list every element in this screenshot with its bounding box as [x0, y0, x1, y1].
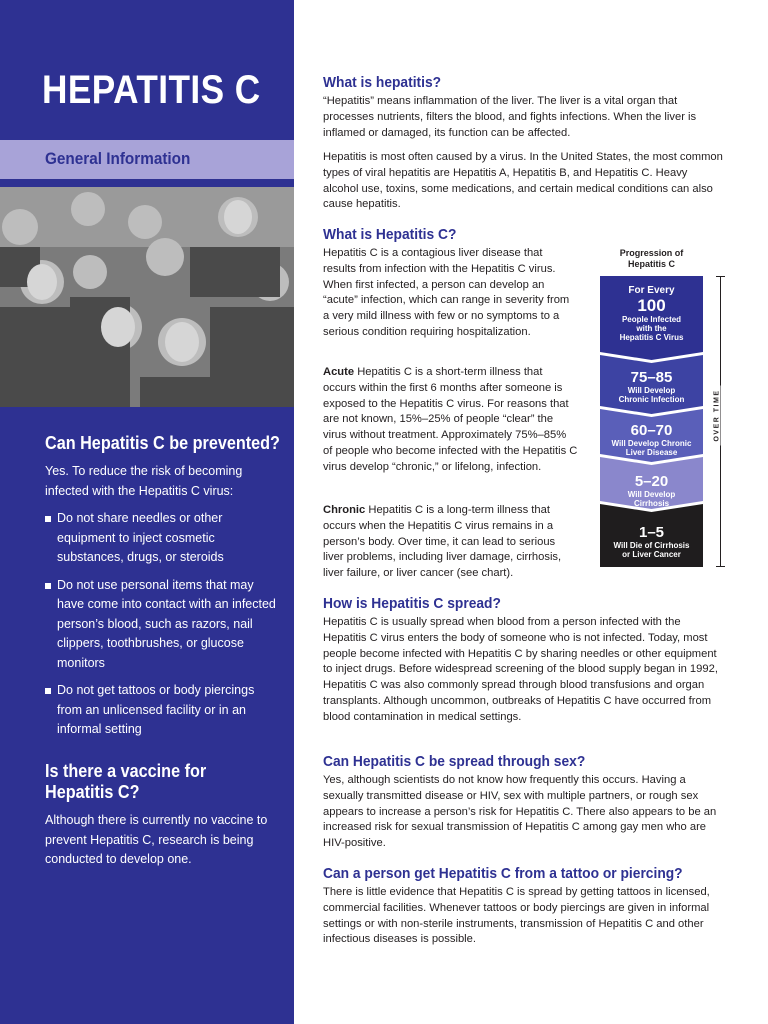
- chart-title: Progression of Hepatitis C: [619, 248, 684, 269]
- chart-label-1-5: 1–5 Will Die of Cirrhosis or Liver Cancer: [613, 524, 690, 559]
- chart-label-60-70: 60–70 Will Develop Chronic Liver Disease: [611, 422, 692, 457]
- heading-what-is-hepatitis: What is hepatitis?: [323, 74, 442, 91]
- paragraph-chronic: Chronic Hepatitis C is a long-term illness that occurs when the Hepatitis C virus remains in a person’s body. Over time, it can lead to serious liver problems, including liver damage, cirrhosis, liver failure, or liver cancer (see chart).: [323, 504, 562, 580]
- paragraph-sex: Yes, although scientists do not know how frequently this occurs. Having a sexually transmitted disease or HIV, sex with multiple partners, or rough sex appears to increase a person’s risk for Hepatitis C. There also appears to be an increased risk for sexual transmission of Hepatitis C among gay men who are HIV-positive.: [323, 774, 717, 850]
- chart-label-100: For Every 100 People Infected with the Hepatitis C Virus: [619, 285, 684, 342]
- group-photo: [0, 187, 294, 407]
- acute-term: Acute: [323, 366, 355, 378]
- subtitle: General Information: [45, 149, 191, 168]
- subtitle-bar: [0, 140, 294, 179]
- group-photo-illustration: [0, 187, 294, 407]
- list-item: Do not share needles or other equipment to inject cosmetic substances, drugs, or steroids: [45, 509, 280, 568]
- prevention-list: [45, 509, 280, 748]
- paragraph-hepatitis-causes: Hepatitis is most often caused by a virus. In the United States, the most common types of viral hepatitis are Hepatitis A, Hepatitis B, and Hepatitis C. Heavy alcohol use, toxins, some medications, and certain medical conditions can also cause hepatitis.: [323, 151, 723, 211]
- vaccine-heading-line-1: Is there a vaccine for: [45, 761, 207, 781]
- over-time-label: OVER TIME: [714, 386, 721, 446]
- chart-label-5-20: 5–20 Will Develop Cirrhosis: [627, 473, 676, 508]
- paragraph-acute: Acute Hepatitis C is a short-term illness that occurs within the first 6 months after someone is exposed to the Hepatitis C virus. For reasons that are not known, 15%–25% of people “clear” the virus without treatment. Approximately 75%–85% of people who become infected with the Hepatitis C virus develop “chronic,” or lifelong, infection.: [323, 366, 578, 473]
- over-time-axis-top-cap: [716, 276, 725, 277]
- vaccine-heading-line-2: Hepatitis C?: [45, 782, 140, 802]
- list-item: Do not use personal items that may have come into contact with an infected person’s blood, such as razors, nail clippers, toothbrushes, or glucose monitors: [45, 576, 280, 674]
- heading-tattoo: Can a person get Hepatitis C from a tattoo or piercing?: [323, 865, 683, 882]
- page-title: HEPATITIS C: [42, 68, 261, 112]
- chronic-term: Chronic: [323, 504, 366, 516]
- list-item: Do not get tattoos or body piercings from an unlicensed facility or in an informal setting: [45, 681, 280, 740]
- prevent-intro: Yes. To reduce the risk of becoming infected with the Hepatitis C virus:: [45, 464, 243, 498]
- bullet-icon: [45, 583, 51, 589]
- heading-sex: Can Hepatitis C be spread through sex?: [323, 753, 586, 770]
- over-time-axis-bottom-cap: [716, 566, 725, 567]
- vaccine-text: Although there is currently no vaccine to prevent Hepatitis C, research is being conducted to develop one.: [45, 813, 268, 866]
- bullet-icon: [45, 688, 51, 694]
- prevent-heading: Can Hepatitis C be prevented?: [45, 433, 280, 453]
- bullet-icon: [45, 516, 51, 522]
- paragraph-hepatitis-c-definition: Hepatitis C is a contagious liver disease that results from infection with the Hepatitis C virus. When first infected, a person can develop an “acute” infection, which can range in severity from a very mild illness with few or no symptoms to a serious condition requiring hospitalization.: [323, 247, 570, 338]
- paragraph-tattoo: There is little evidence that Hepatitis C is spread by getting tattoos in licensed, commercial facilities. Whenever tattoos or body piercings are given in informal settings or with non-sterile instruments, transmission of Hepatitis C and other infectious diseases is possible.: [323, 886, 710, 946]
- heading-what-is-hepatitis-c: What is Hepatitis C?: [323, 226, 457, 243]
- paragraph-hepatitis-definition: “Hepatitis” means inflammation of the liver. The liver is a vital organ that processes nutrients, filters the blood, and fights infections. When the liver is inflamed or damaged, its function can be affected.: [323, 95, 697, 139]
- paragraph-how-spread: Hepatitis C is usually spread when blood from a person infected with the Hepatitis C virus enters the body of someone who is not infected. Today, most people become infected with Hepatitis C by sharing needles or other equipment to inject drugs. Before widespread screening of the blood supply began in 1992, Hepatitis C was also commonly spread through blood transfusions and organ transplants. Although uncommon, outbreaks of Hepatitis C have occurred from blood contamination in medical settings.: [323, 616, 718, 723]
- heading-how-spread: How is Hepatitis C spread?: [323, 595, 501, 612]
- chart-label-75-85: 75–85 Will Develop Chronic Infection: [618, 369, 685, 404]
